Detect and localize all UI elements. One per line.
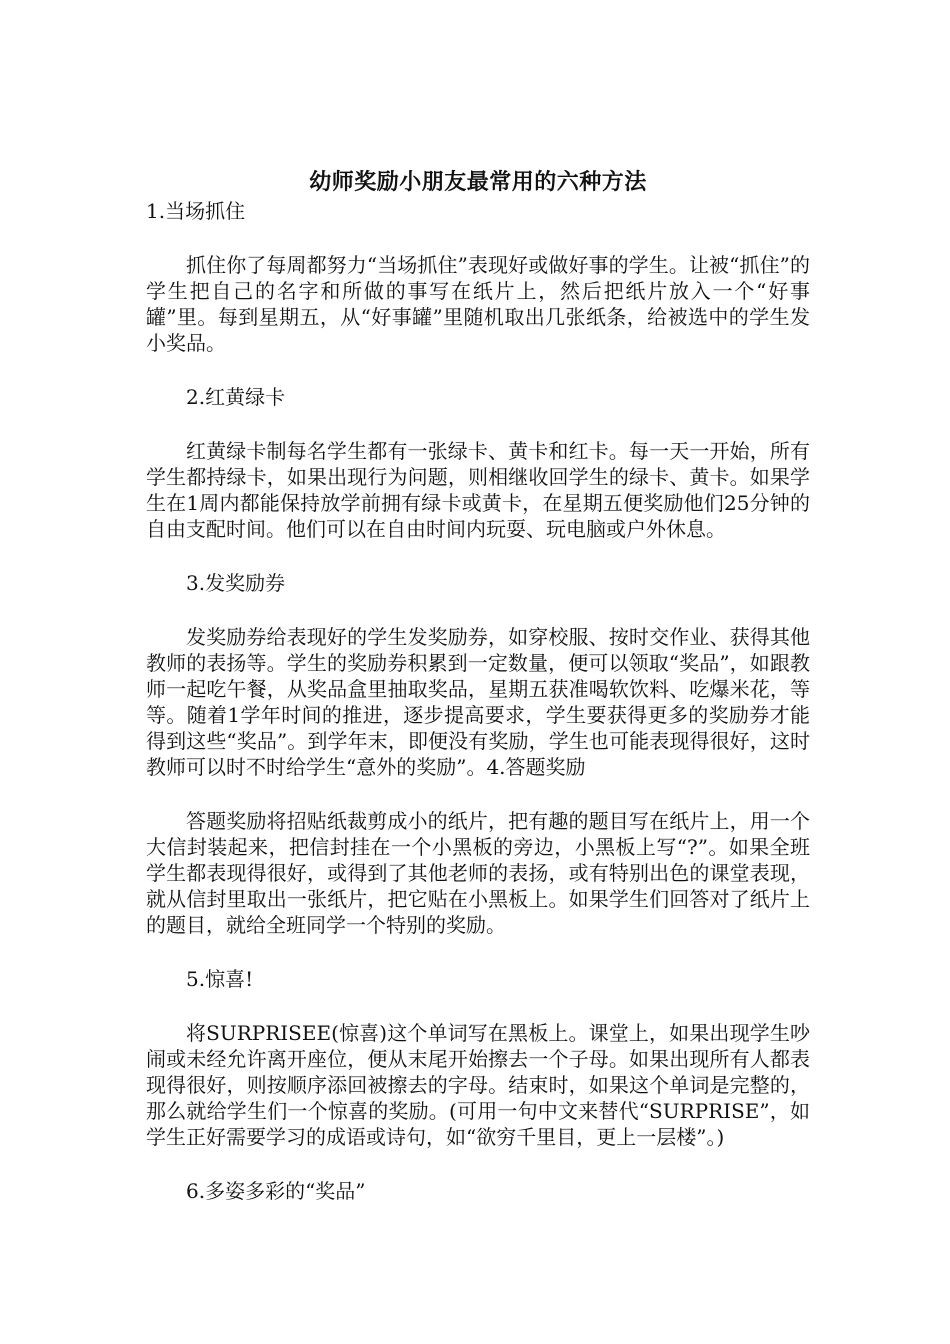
document-title: 幼师奖励小朋友最常用的六种方法 [309,169,647,195]
section-4-paragraph: 答题奖励将招贴纸裁剪成小的纸片，把有趣的题目写在纸片上，用一个大信封装起来，把信封挂在一个小黑板的旁边，小黑板上写“?”。如果全班学生都表现得很好，或得到了其他老师的表扬，或有特别出色的课堂表现，就从信封里取出一张纸片，把它贴在小黑板上。如果学生们回答对了纸片上的题目，就给全班同学一个特别的奖励。 [146,809,810,937]
spacer [146,542,810,570]
section-1-paragraph: 抓住你了每周都努力“当场抓住”表现好或做好事的学生。让被“抓住”的学生把自己的名字和所做的事写在纸片上，然后把纸片放入一个“好事罐”里。每到星期五，从“好事罐”里随机取出几张纸条，给被选中的学生发小奖品。 [146,253,810,355]
spacer [146,596,810,624]
section-1-heading: 1.当场抓住 [146,199,246,223]
section-6-heading: 6.多姿多彩的“奖品” [186,1179,366,1203]
document-body [146,168,810,1204]
spacer [146,992,810,1020]
section-3-heading: 3.发奖励券 [186,571,286,595]
section-3-paragraph: 发奖励券给表现好的学生发奖励券，如穿校服、按时交作业、获得其他教师的表扬等。学生的奖励券积累到一定数量，便可以领取“奖品”，如跟教师一起吃午餐，从奖品盒里抽取奖品，星期五获准喝软饮料、吃爆米花，等等。随着1学年时间的推进，逐步提高要求，学生要获得更多的奖励券才能得到这些“奖品”。到学年末，即便没有奖励，学生也可能表现得很好，这时教师可以时不时给学生“意外的奖励”。4.答题奖励 [146,625,810,779]
section-2-heading: 2.红黄绿卡 [186,385,286,409]
spacer [146,780,810,808]
spacer [146,1150,810,1178]
spacer [146,224,810,252]
spacer [146,356,810,384]
section-2-paragraph: 红黄绿卡制每名学生都有一张绿卡、黄卡和红卡。每一天一开始，所有学生都持绿卡，如果出现行为问题，则相继收回学生的绿卡、黄卡。如果学生在1周内都能保持放学前拥有绿卡或黄卡，在星期五便奖励他们25分钟的自由支配时间。他们可以在自由时间内玩耍、玩电脑或户外休息。 [146,439,810,541]
section-5-heading: 5.惊喜! [186,967,254,991]
spacer [146,938,810,966]
spacer [146,410,810,438]
section-5-paragraph: 将SURPRISEE(惊喜)这个单词写在黑板上。课堂上，如果出现学生吵闹或未经允许离开座位，便从末尾开始擦去一个子母。如果出现所有人都表现得很好，则按顺序添回被擦去的字母。结束时，如果这个单词是完整的，那么就给学生们一个惊喜的奖励。(可用一句中文来替代“SURPRISE”，如学生正好需要学习的成语或诗句，如“欲穷千里目，更上一层楼”。) [146,1021,810,1149]
